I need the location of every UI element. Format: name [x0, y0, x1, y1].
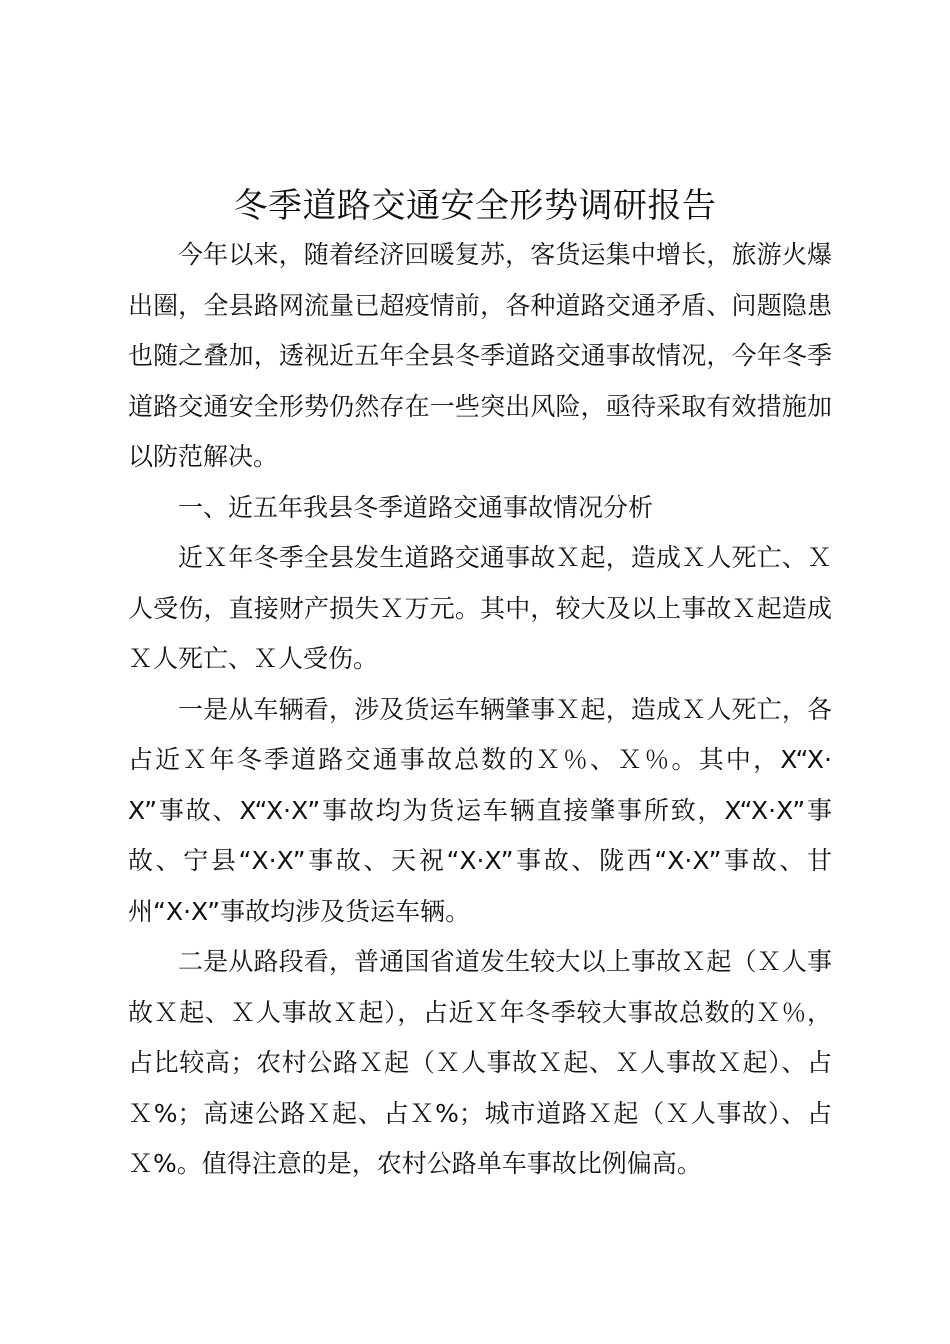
- document-body: [128, 230, 832, 1190]
- overview-paragraph: 近Ｘ年冬季全县发生道路交通事故Ｘ起，造成Ｘ人死亡、Ｘ人受伤，直接财产损失Ｘ万元。其中，较大及以上事故Ｘ起造成Ｘ人死亡、Ｘ人受伤。: [128, 543, 832, 673]
- document-title: 冬季道路交通安全形势调研报告: [233, 186, 717, 226]
- section-heading: 一、近五年我县冬季道路交通事故情况分析: [178, 492, 654, 522]
- road-analysis-paragraph: 二是从路段看，普通国省道发生较大以上事故Ｘ起（Ｘ人事故Ｘ起、Ｘ人事故Ｘ起），占近Ｘ年冬季较大事故总数的Ｘ％，占比较高；农村公路Ｘ起（Ｘ人事故Ｘ起、Ｘ人事故Ｘ起）、占Ｘ%；高速公路Ｘ起、占Ｘ%；城市道路Ｘ起（Ｘ人事故）、占Ｘ%。值得注意的是，农村公路单车事故比例偏高。: [128, 947, 832, 1178]
- intro-paragraph: 今年以来，随着经济回暖复苏，客货运集中增长，旅游火爆出圈，全县路网流量已超疫情前，各种道路交通矛盾、问题隐患也随之叠加，透视近五年全县冬季道路交通事故情况，今年冬季道路交通安全形势仍然存在一些突出风险，亟待采取有效措施加以防范解决。: [128, 240, 832, 471]
- vehicle-analysis-paragraph: 一是从车辆看，涉及货运车辆肇事Ｘ起，造成Ｘ人死亡，各占近Ｘ年冬季道路交通事故总数的Ｘ％、Ｘ％。其中，X“X·X”事故、X“X·X”事故均为货运车辆直接肇事所致，X“X·X”事故、宁县“X·X”事故、天祝“X·X”事故、陇西“X·X”事故、甘州“X·X”事故均涉及货运车辆。: [128, 694, 832, 926]
